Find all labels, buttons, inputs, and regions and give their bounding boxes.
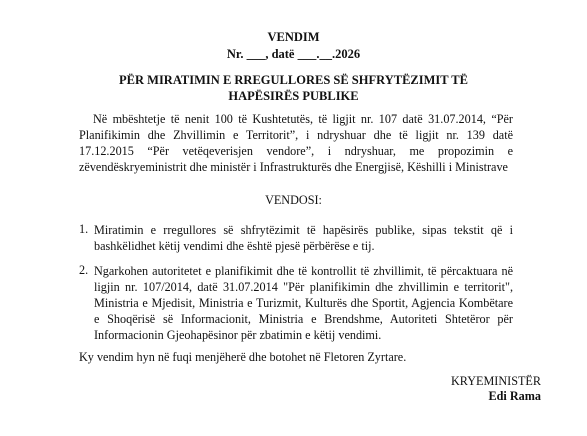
list-item-number: 1. [79, 222, 89, 236]
list-item-text: Ngarkohen autoritetet e planifikimit dhe të kontrollit të zhvillimit, të përcaktuara në ligjin nr. 107/2014, datë 31.07.2014 "Për planifikimin dhe zhvillimin e territorit", Ministria e Mjedisit, Ministria e Turizmit, Kulturës dhe Sportit, Agjencia Kombëtare e Shoqërisë së Informacionit, Ministria e Brendshme, Autoriteti Shtetëror për Informacionin Gjeohapësinor për zbatimin e këtij vendimi. [94, 264, 513, 342]
document-title-line-1: PËR MIRATIMIN E RREGULLORES SË SHFRYTËZIMIT TË [119, 73, 468, 87]
closing-paragraph: Ky vendim hyn në fuqi menjëherë dhe botohet në Fletoren Zyrtare. [79, 350, 407, 364]
list-item-number: 2. [79, 263, 89, 277]
preamble-paragraph: Në mbështetje të nenit 100 të Kushtetutës, të ligjit nr. 107 datë 31.07.2014, “Për Planifikimin dhe Zhvillimin e Territorit”, i ndryshuar dhe të ligjit nr. 139 datë 17.12.2015 “Për vetëqeverisjen vendore”, i ndryshuar, me propozimin e zëvendëskryeministrit dhe ministër i Infrastrukturës dhe Energjisë, Këshilli i Ministrave [79, 112, 513, 174]
document-number-line: Nr. ___, datë ___.__.2026 [226, 47, 361, 61]
list-item-text: Miratimin e rregullores së shfrytëzimit të hapësirës publike, sipas tekstit që i bashkëlidhet këtij vendimi dhe është pjesë përbërëse e tij. [94, 223, 513, 253]
decides-heading: VENDOSI: [265, 193, 322, 207]
document-title-line-2: HAPËSIRËS PUBLIKE [228, 89, 359, 103]
document-type-heading: VENDIM [267, 30, 320, 44]
signature-name: Edi Rama [488, 389, 541, 403]
signature-title: KRYEMINISTËR [450, 374, 541, 388]
